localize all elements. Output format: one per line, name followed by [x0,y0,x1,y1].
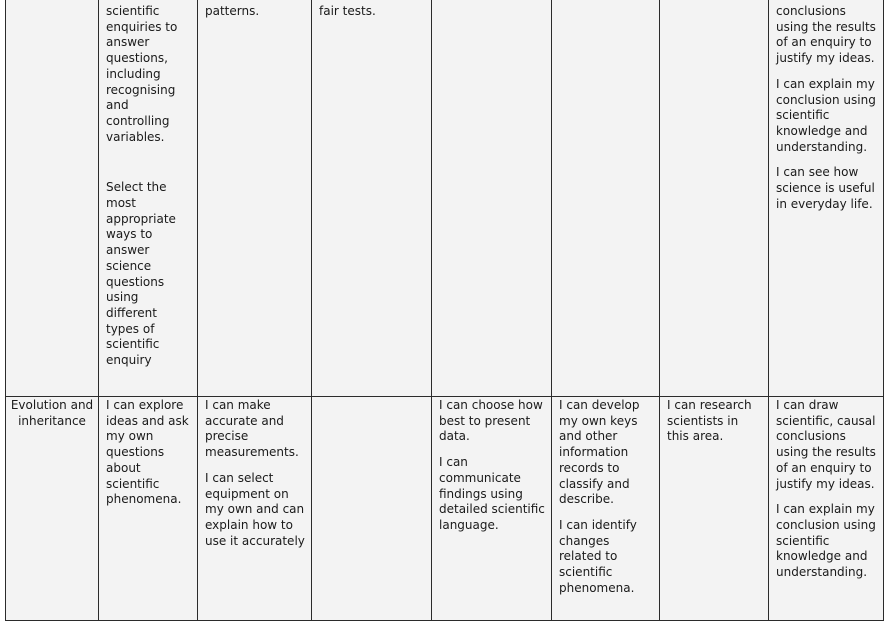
skill-cell [99,397,198,621]
skill-cell [312,397,432,621]
skill-cell [432,0,552,397]
skill-text: I can select equipment on my own and can explain how to use it accurately [205,470,305,548]
skill-text: I can see how science is useful in everyday life. [776,165,875,211]
skill-text: I can research scientists in this area. [667,398,752,444]
topic-cell [6,397,99,621]
skill-text: I can develop my own keys and other information records to classify and describe. [559,398,640,507]
skill-cell [769,0,884,397]
skill-cell [99,0,198,397]
skill-cell [312,0,432,397]
topic-label: Evolution and inheritance [10,398,94,428]
skill-text: I can identify changes related to scientific phenomena. [559,517,637,595]
skill-cell [769,397,884,621]
skill-cell [552,397,660,621]
science-skills-table [5,0,884,621]
skill-cell [198,397,312,621]
skill-text: fair tests. [319,4,376,18]
skill-cell [198,0,312,397]
skill-text: patterns. [205,4,260,18]
skill-text: I can communicate findings using detailed scientific language. [439,455,545,532]
skill-text: scientific enquiries to answer questions, including recognising and controlling variables. [106,4,178,144]
skill-text: conclusions using the results of an enquiry to justify my ideas. [776,4,876,66]
skill-cell [660,0,769,397]
skill-text: I can make accurate and precise measurements. [205,398,299,460]
skill-text: I can explain my conclusion using scientific knowledge and understanding. [776,502,876,580]
skill-text: I can choose how best to present data. [439,398,543,444]
skill-text: I can explore ideas and ask my own questions about scientific phenomena. [106,398,189,507]
skill-cell [432,397,552,621]
skill-text: Select the most appropriate ways to answer science questions using different types of scientific enquiry [106,180,176,368]
skill-text: I can draw scientific, causal conclusions using the results of an enquiry to justify my ideas. [776,398,876,491]
table-row [6,397,884,621]
skill-text: I can explain my conclusion using scientific knowledge and understanding. [776,76,876,154]
topic-cell [6,0,99,397]
skill-cell [552,0,660,397]
skill-cell [660,397,769,621]
table-row [6,0,884,397]
